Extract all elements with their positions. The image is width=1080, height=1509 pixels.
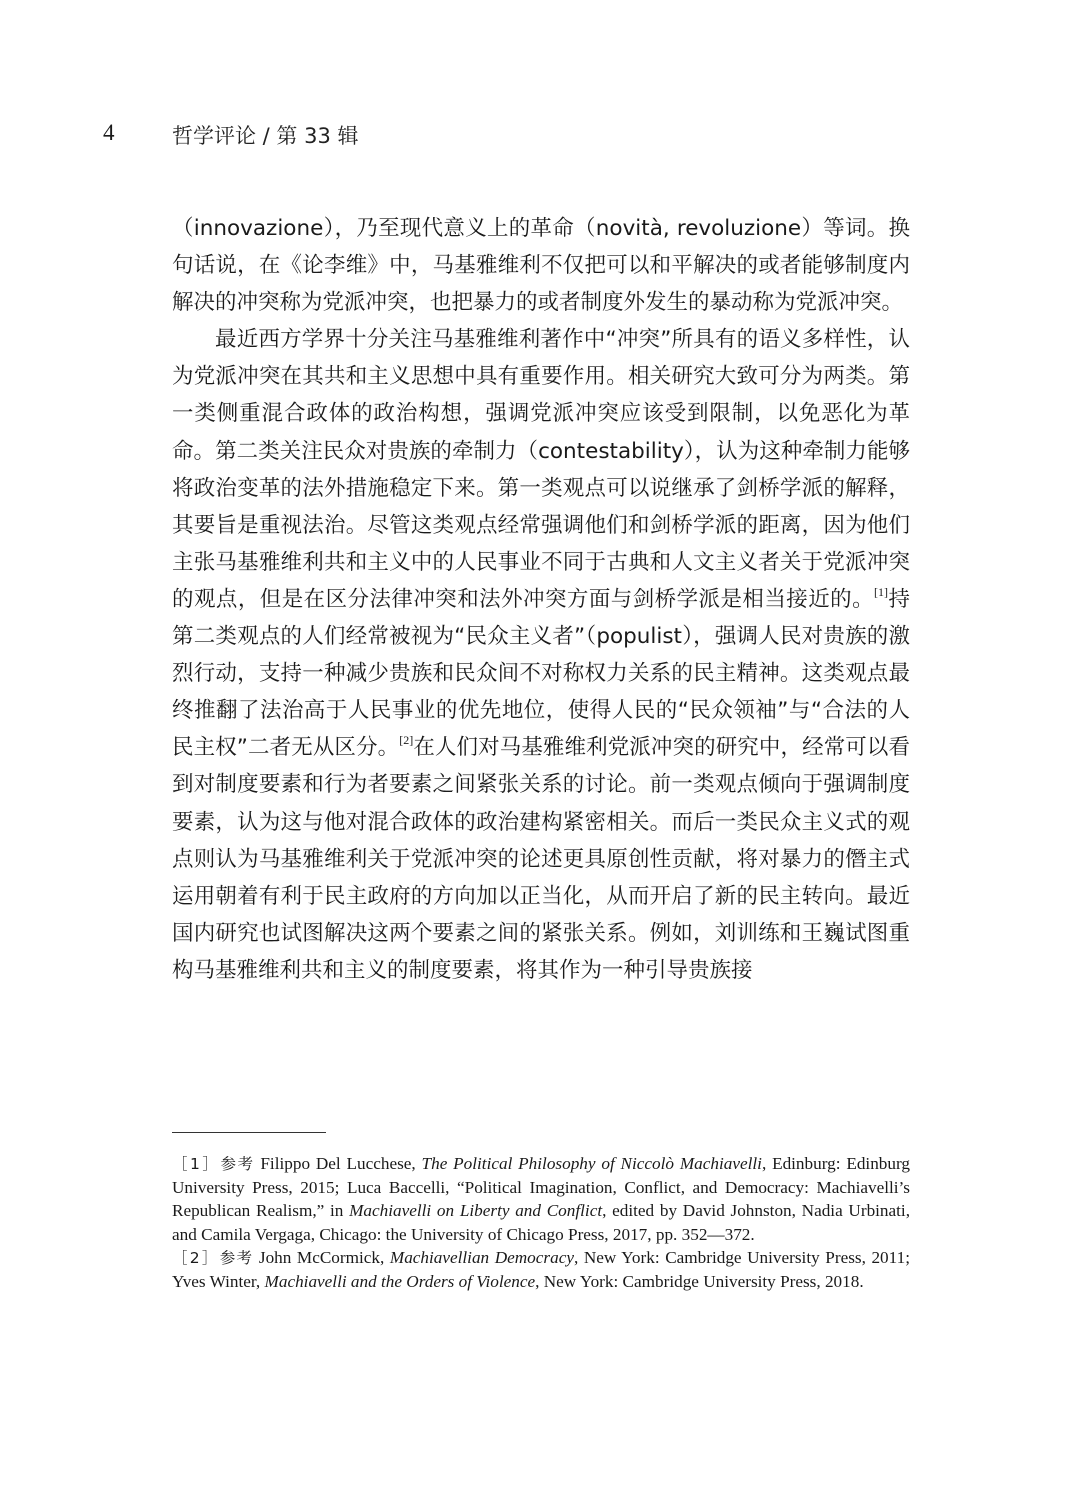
page-number: 4 xyxy=(103,120,115,145)
footnote-divider xyxy=(172,1132,326,1133)
footnote-marker: ［2］ xyxy=(172,1248,220,1267)
footnote-marker: ［1］ xyxy=(172,1155,221,1173)
book-title: The Political Philosophy of Niccolò Machiavelli xyxy=(421,1154,762,1173)
footnote-ref-2[interactable]: [2] xyxy=(399,733,414,748)
paragraph-1: （innovazione），乃至现代意义上的革命（novità, revoluzione）等词。换句话说，在《论李维》中，马基雅维利不仅把可以和平解决的或者能够制度内解决的冲突称为党派冲突，也把暴力的或者制度外发生的暴动称为党派冲突。 xyxy=(172,216,910,316)
footnote-text: , New York: Cambridge University Press, 2011; Yves Winter, xyxy=(172,1247,910,1292)
footnote-text: , Edinburg: Edinburg University Press, 2015; Luca Baccelli, “Political Imagination, Conflict, and Democracy: Machiavelli’s Republican Realism,” in xyxy=(172,1154,910,1221)
footnote-text: John McCormick, xyxy=(253,1247,390,1267)
paragraph-2-part-a: 最近西方学界十分关注马基雅维利著作中“冲突”所具有的语义多样性，认为党派冲突在其共和主义思想中具有重要作用。相关研究大致可分为两类。第一类侧重混合政体的政治构想，强调党派冲突应该受到限制，以免恶化为革命。第二类关注民众对贵族的牵制力（contestability），认为这种牵制力能够将政治变革的法外措施稳定下来。第一类观点可以说继承了剑桥学派的解释，其要旨是重视法治。尽管这类观点经常强调他们和剑桥学派的距离，因为他们主张马基雅维利共和主义中的人民事业不同于古典和人文主义者关于党派冲突的观点，但是在区分法律冲突和法外冲突方面与剑桥学派是相当接近的。 xyxy=(172,327,910,612)
paragraph-2 xyxy=(172,321,910,989)
footnotes xyxy=(172,1152,910,1293)
paragraph-2-part-b: 持第二类观点的人们经常被视为“民众主义者”（populist），强调人民对贵族的激烈行动，支持一种减少贵族和民众间不对称权力关系的民主精神。这类观点最终推翻了法治高于人民事业的优先地位，使得人民的“民众领袖”与“合法的人民主权”二者无从区分。 xyxy=(172,586,910,761)
page-header xyxy=(0,120,1080,150)
footnote-text: , New York: Cambridge University Press, 2018. xyxy=(535,1272,864,1292)
body-text xyxy=(172,210,910,989)
running-head: 哲学评论 / 第 33 辑 xyxy=(172,124,359,148)
footnote-text: , edited by David Johnston, Nadia Urbinati, and Camila Vergaga, Chicago: the University of Chicago Press, 2017, pp. 352—372. xyxy=(172,1201,911,1244)
footnote-ref-1[interactable]: [1] xyxy=(874,584,889,599)
footnote-lead: 参考 xyxy=(219,1248,254,1267)
footnote-2 xyxy=(172,1246,910,1293)
footnote-lead: 参考 xyxy=(220,1155,255,1173)
footnote-text: Filippo Del Lucchese, xyxy=(254,1154,422,1173)
book-title: Machiavellian Democracy xyxy=(389,1247,574,1267)
book-title: Machiavelli on Liberty and Conflict xyxy=(349,1201,603,1221)
book-title: Machiavelli and the Orders of Violence xyxy=(264,1272,536,1292)
footnote-1 xyxy=(172,1152,910,1246)
paragraph-2-part-c: 在人们对马基雅维利党派冲突的研究中，经常可以看到对制度要素和行为者要素之间紧张关系的讨论。前一类观点倾向于强调制度要素，认为这与他对混合政体的政治建构紧密相关。而后一类民众主义式的观点则认为马基雅维利关于党派冲突的论述更具原创性贡献，将对暴力的僭主式运用朝着有利于民主政府的方向加以正当化，从而开启了新的民主转向。最近国内研究也试图解决这两个要素之间的紧张关系。例如，刘训练和王巍试图重构马基雅维利共和主义的制度要素，将其作为一种引导贵族接 xyxy=(172,735,910,983)
